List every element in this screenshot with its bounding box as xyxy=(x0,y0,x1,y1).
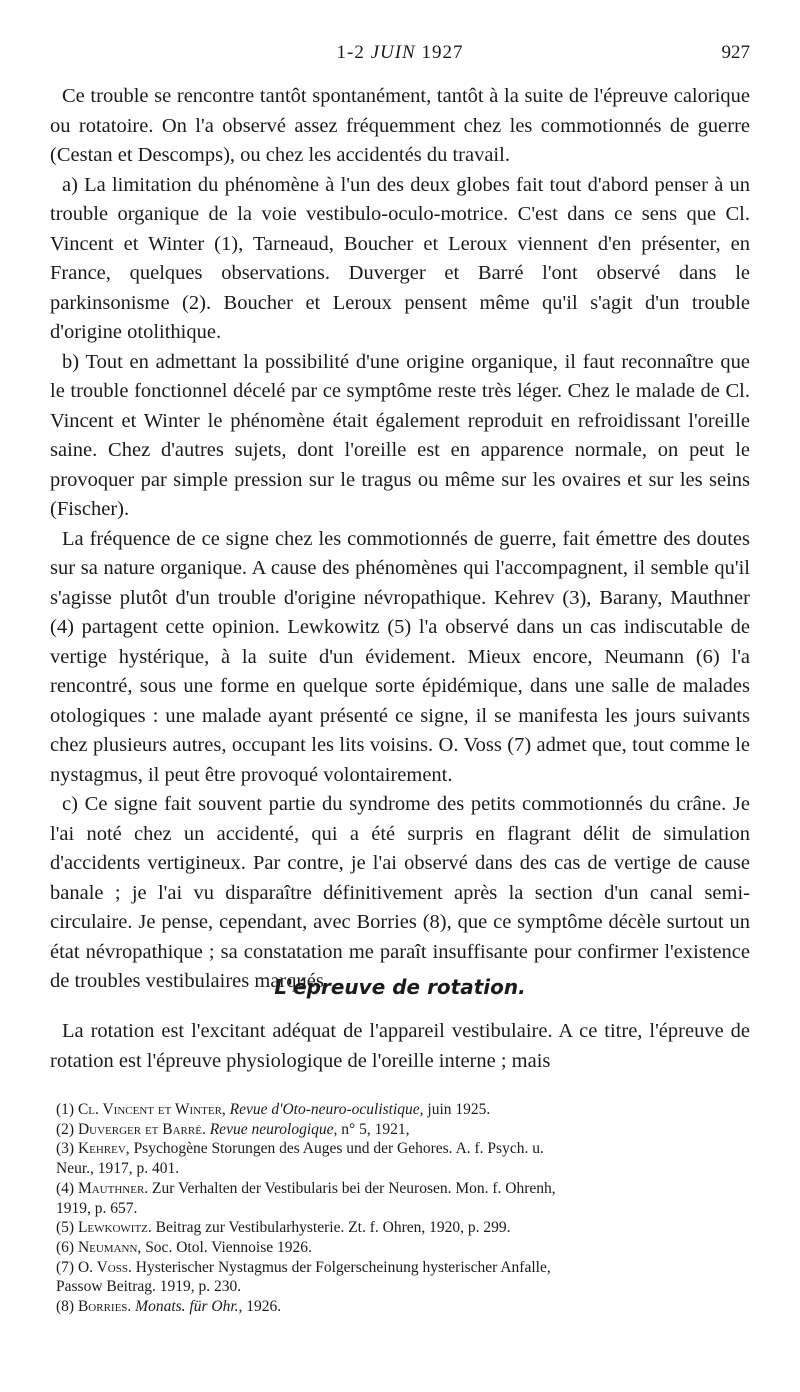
footnote-source: Monats. für Ohr., xyxy=(135,1298,243,1316)
footnote-number: (6) xyxy=(56,1238,75,1256)
footnote-continuation xyxy=(56,1199,750,1219)
footnote-number: (4) xyxy=(56,1179,75,1197)
footnote-continuation xyxy=(56,1277,750,1297)
footnote-author: Neumann, xyxy=(77,1238,142,1256)
footnote xyxy=(56,1258,750,1278)
footnote-source: Revue neurologique, xyxy=(209,1120,338,1138)
paragraph: La fréquence de ce signe chez les commotionnés de guerre, fait émettre des doutes sur sa nature organique. A cause des phénomènes qui l'accompagnent, il semble qu'il s'agisse plutôt d'un trouble d'origine névropathique. Kehrev (3), Barany, Mauthner (4) partagent cette opinion. Lewkowitz (5) l'a observé dans un cas indiscutable de vertige hystérique, à la suite d'un évidement. Mieux encore, Neumann (6) l'a rencontré, sous une forme en quelque sorte épidémique, dans une salle de malades otologiques : une malade ayant présenté ce signe, il se manifesta les jours suivants chez plusieurs autres, occupant les lits voisins. O. Voss (7) admet que, tout comme le nystagmus, il peut être provoqué volontairement. xyxy=(50,527,750,786)
footnote-number: (2) xyxy=(56,1120,75,1138)
footnote-text: Zur Verhalten der Vestibularis bei der Neurosen. Mon. f. Ohrenh, xyxy=(152,1179,556,1197)
paragraph: Ce trouble se rencontre tantôt spontanément, tantôt à la suite de l'épreuve calorique ou rotatoire. On l'a observé assez fréquemment chez les commotionnés de guerre (Cestan et Descomps), ou chez les accidentés du travail. xyxy=(50,85,750,166)
footnote-author: Lewkowitz. xyxy=(77,1219,152,1237)
running-date-day: 1-2 xyxy=(336,42,365,63)
footnote-number: (3) xyxy=(56,1140,75,1158)
footnote xyxy=(56,1297,750,1317)
paragraph: c) Ce signe fait souvent partie du syndrome des petits commotionnés du crâne. Je l'ai noté chez un accidenté, qui a été surpris en flagrant délit de simulation d'accidents vertigineux. Par contre, je l'ai observé dans des cas de vertige de cause banale ; je l'ai vu disparaître définitivement après la section d'un canal semi-circulaire. Je pense, cependant, avec Borries (8), que ce symptôme décèle surtout un état névropathique ; sa constatation me paraît insuffisante pour confirmer l'existence de troubles vestibulaires marqués. xyxy=(50,793,750,992)
running-title xyxy=(50,42,750,64)
footnotes xyxy=(56,1100,750,1317)
footnote-author: Cl. Vincent et Winter, xyxy=(77,1101,226,1118)
section-heading: L'épreuve de rotation. xyxy=(274,975,526,999)
footnote-number: (5) xyxy=(56,1219,75,1237)
footnote-author: Borries. xyxy=(77,1298,132,1316)
footnote-author: Mauthner. xyxy=(77,1179,149,1197)
footnote-number: (8) xyxy=(56,1298,75,1316)
footnote-text: Passow Beitrag. 1919, p. 230. xyxy=(56,1278,242,1296)
running-header xyxy=(50,40,750,70)
section-body xyxy=(50,1017,750,1076)
footnote-text: Soc. Otol. Viennoise 1926. xyxy=(145,1238,312,1256)
footnote-number: (7) xyxy=(56,1258,75,1276)
footnote-author: Kehrev, xyxy=(77,1140,130,1158)
paragraph: La rotation est l'excitant adéquat de l'appareil vestibulaire. A ce titre, l'épreuve de rotation est l'épreuve physiologique de l'oreille interne ; mais xyxy=(50,1020,750,1072)
footnote-text: Beitrag zur Vestibularhysterie. Zt. f. Ohren, 1920, p. 299. xyxy=(155,1219,511,1237)
footnote xyxy=(56,1139,750,1159)
footnote xyxy=(56,1179,750,1199)
paragraph: b) Tout en admettant la possibilité d'une origine organique, il faut reconnaître que le trouble fonctionnel décelé par ce symptôme reste très léger. Chez le malade de Cl. Vincent et Winter le phénomène était également reproduit en refroidissant l'oreille saine. Chez d'autres sujets, dont l'oreille est en apparence normale, on peut le provoquer par simple pression sur le tragus ou même sur les ovaires et sur les seins (Fischer). xyxy=(50,350,750,520)
footnote-number: (1) xyxy=(56,1101,75,1118)
page-number: 927 xyxy=(721,42,750,63)
footnote-text: juin 1925. xyxy=(427,1101,491,1118)
footnote-author: Duverger et Barré. xyxy=(77,1120,206,1138)
footnote-text: 1919, p. 657. xyxy=(56,1199,138,1217)
footnote-continuation xyxy=(56,1159,750,1179)
footnote-text: Psychogène Storungen des Auges und der Gehores. A. f. Psych. u. xyxy=(133,1140,544,1158)
footnote-text: Hysterischer Nystagmus der Folgerscheinung hysterischer Anfalle, xyxy=(135,1258,551,1276)
running-date-year: 1927 xyxy=(421,42,464,63)
running-date-month: JUIN xyxy=(370,42,416,63)
footnote xyxy=(56,1120,750,1140)
paragraph: a) La limitation du phénomène à l'un des deux globes fait tout d'abord penser à un trouble organique de la voie vestibulo-oculo-motrice. C'est dans ce sens que Cl. Vincent et Winter (1), Tarneaud, Boucher et Leroux viennent d'en présenter, en France, quelques observations. Duverger et Barré l'ont observé dans le parkinsonisme (2). Boucher et Leroux pensent même qu'il s'agit d'un trouble d'origine otolithique. xyxy=(50,173,750,343)
footnote xyxy=(56,1100,750,1120)
body-text xyxy=(50,82,750,997)
footnote-text: 1926. xyxy=(246,1298,282,1316)
footnote xyxy=(56,1238,750,1258)
footnote-source: Revue d'Oto-neuro-oculistique, xyxy=(229,1101,424,1118)
footnote-author: O. Voss. xyxy=(77,1258,132,1276)
footnote-text: Neur., 1917, p. 401. xyxy=(56,1160,180,1178)
footnote-text: n° 5, 1921, xyxy=(341,1120,410,1138)
footnote xyxy=(56,1218,750,1238)
